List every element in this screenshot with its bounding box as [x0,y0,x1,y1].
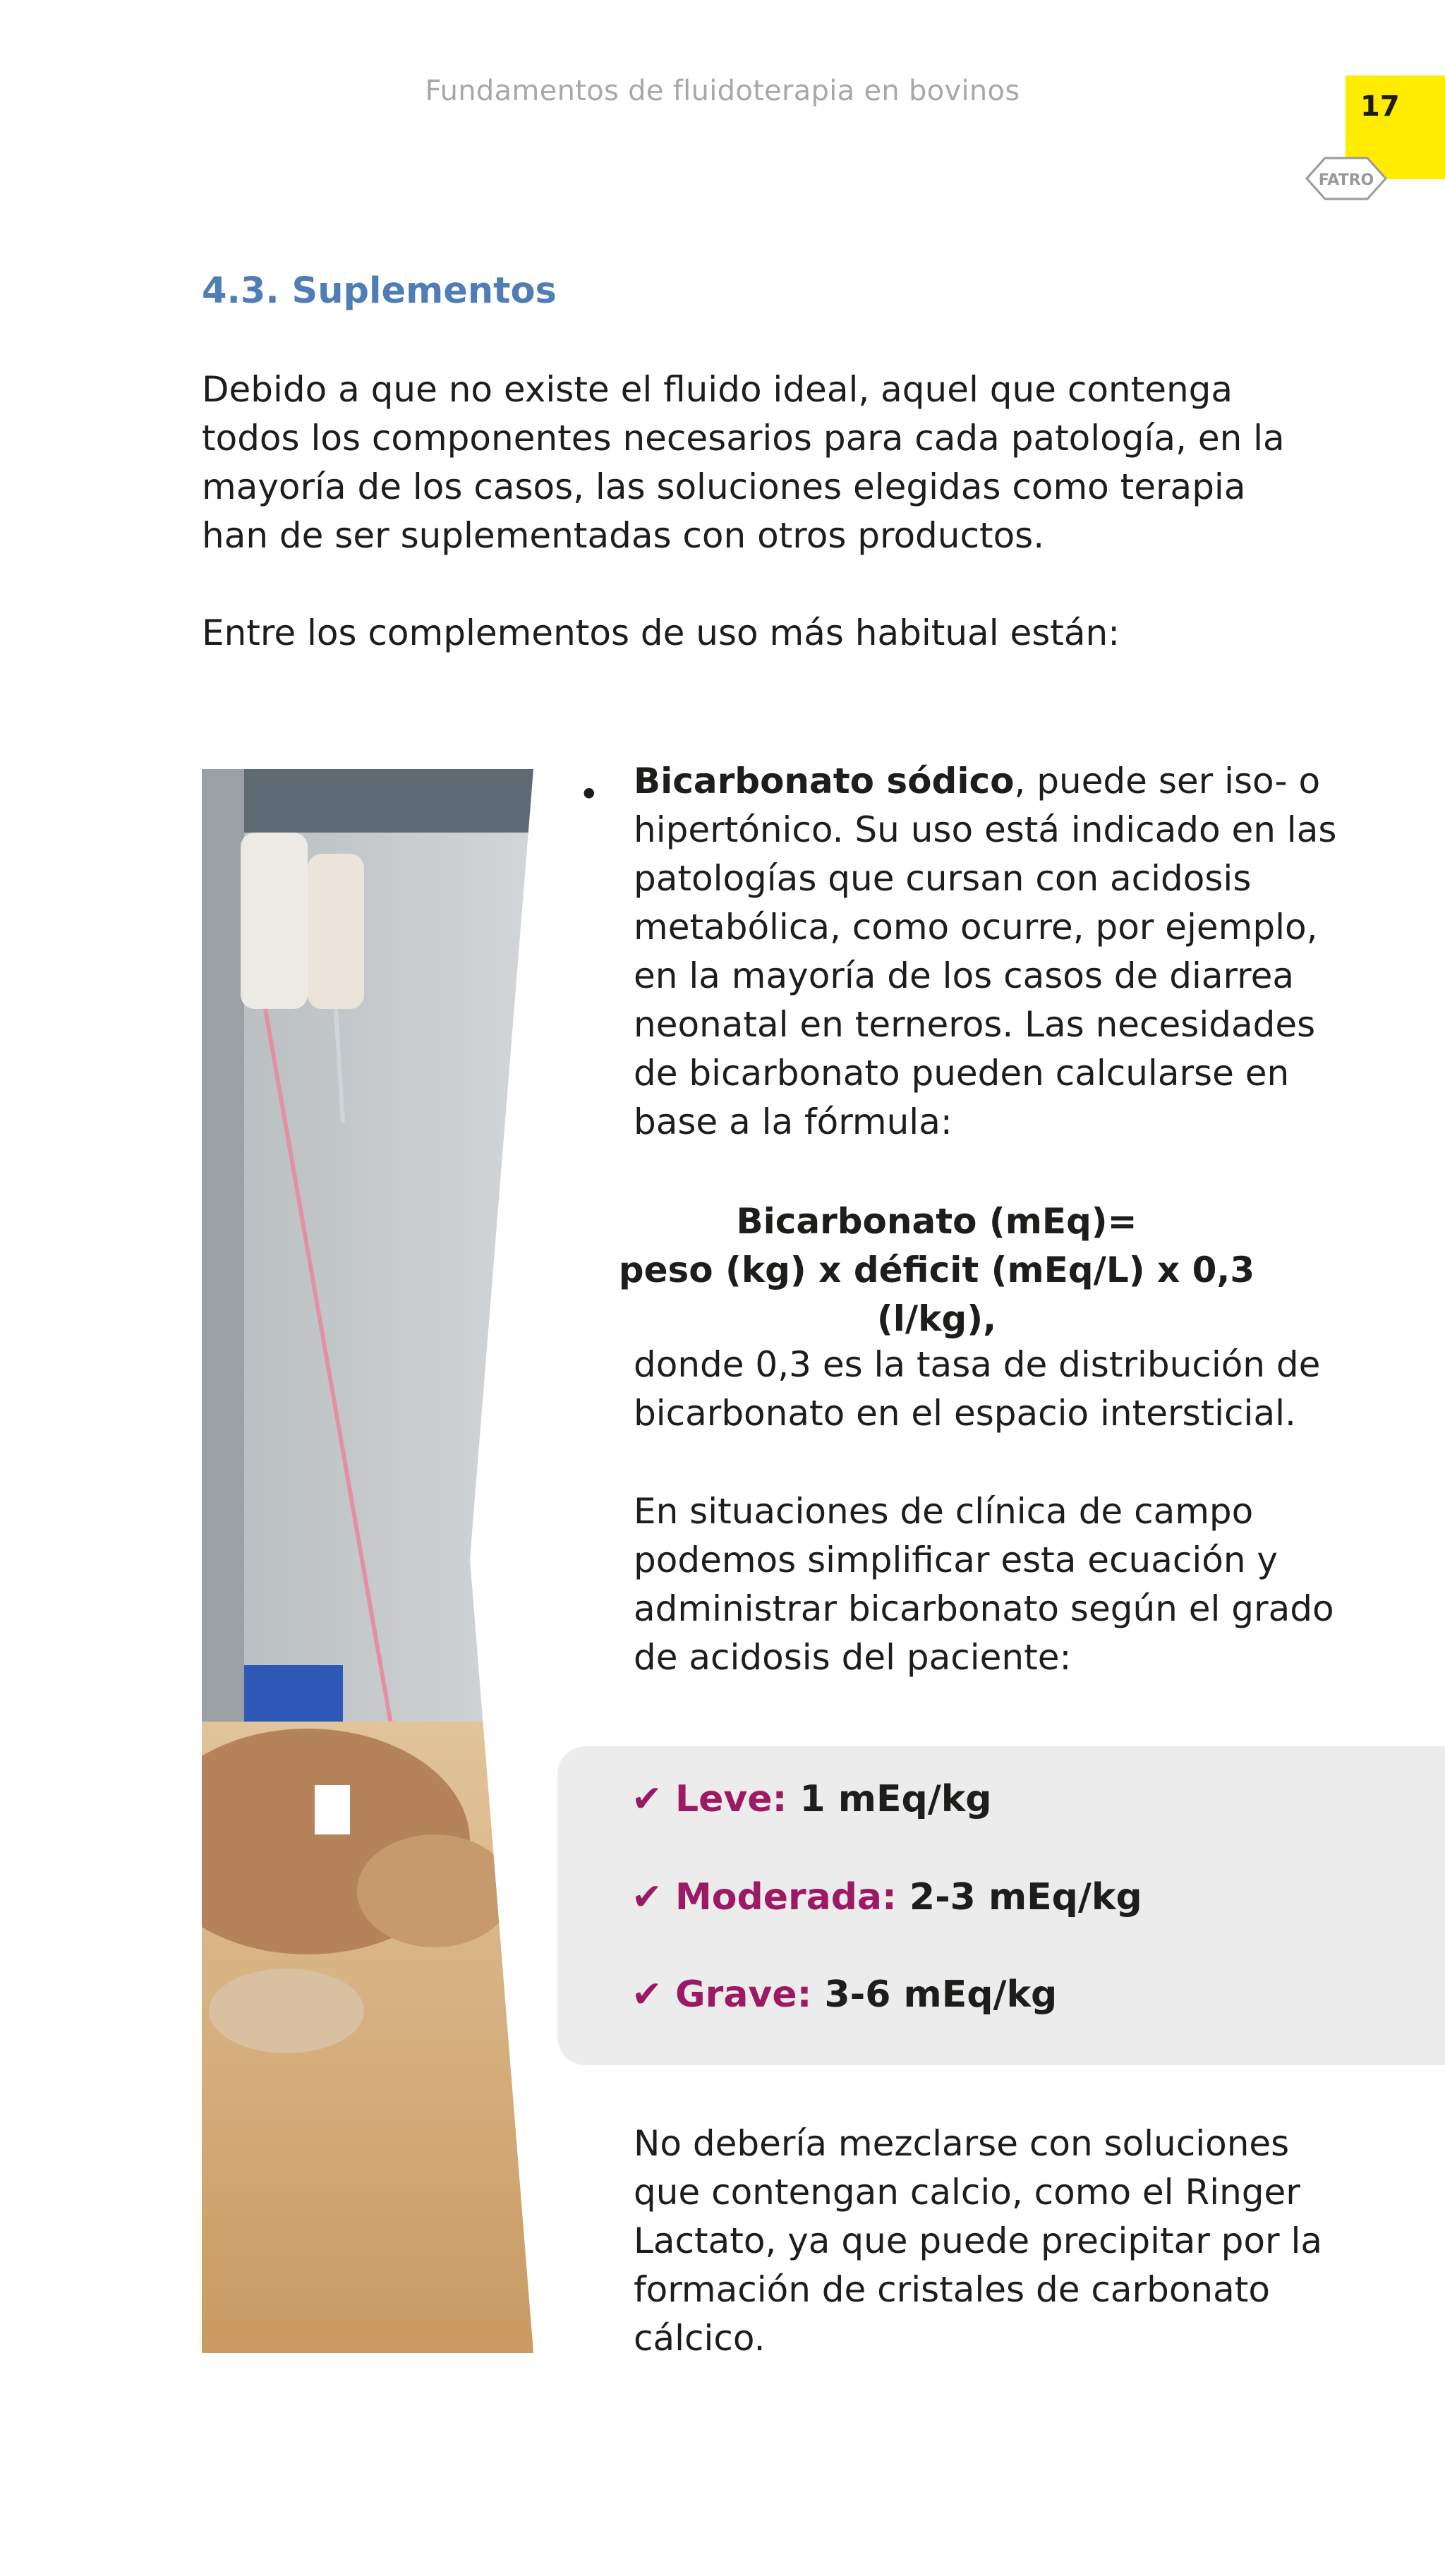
grade-label: Grave: [675,1973,812,2016]
grade-grave [631,1973,1057,2016]
grade-label: Leve: [675,1778,787,1820]
page-number: 17 [1360,90,1400,123]
intro-lead: Entre los complementos de uso más habitual están: [202,612,1120,653]
formula-explanation: donde 0,3 es la tasa de distribución de bicarbonato en el espacio intersticial. [634,1344,1321,1434]
grade-dose: 1 mEq/kg [799,1778,992,1820]
bicarbonato-paragraph [634,757,1339,1147]
brand-logo [1304,154,1389,203]
grade-label: Moderada: [675,1876,897,1918]
bullet-marker: • [579,774,600,815]
intro-paragraph: Debido a que no existe el fluido ideal, aquel que contenga todos los componentes necesarios para cada patología, en la mayoría de los casos, las soluciones elegidas como terapia han de ser suplementadas con otros productos. [202,369,1285,556]
svg-text:FATRO: FATRO [1318,171,1374,189]
grade-dose: 3-6 mEq/kg [824,1973,1058,2016]
grade-moderada [631,1876,1142,1918]
section-title: 4.3. Suplementos [202,270,557,312]
check-icon: ✔ [631,1876,663,1918]
bicarbonato-name: Bicarbonato sódico [634,761,1015,802]
bicarbonato-description: , puede ser iso- o hipertónico. Su uso está indicado en las patologías que cursan con acidosis metabólica, como ocurre, por ejemplo, en la mayoría de los casos de diarrea neonatal en terneros. Las necesidades de bicarbonato pueden calcularse en base a la fórmula: [634,761,1337,1142]
grade-leve [631,1778,992,1820]
calcium-warning: No debería mezclarse con soluciones que contengan calcio, como el Ringer Lactato, ya que puede precipitar por la formación de cristales de carbonato cálcico. [634,2123,1322,2359]
check-icon: ✔ [631,1778,663,1820]
running-header: Fundamentos de fluidoterapia en bovinos [425,75,1020,107]
formula-line-2: peso (kg) x déficit (mEq/L) x 0,3 (l/kg), [618,1250,1255,1339]
grade-dose: 2-3 mEq/kg [909,1876,1142,1918]
field-note: En situaciones de clínica de campo podemos simplificar esta ecuación y administrar bicarbonato según el grado de acidosis del paciente: [634,1491,1334,1678]
calf-iv-therapy-photo [202,769,533,2353]
formula-line-1: Bicarbonato (mEq)= [736,1201,1137,1242]
bicarbonate-formula [564,1197,1309,1343]
check-icon: ✔ [631,1973,663,2016]
